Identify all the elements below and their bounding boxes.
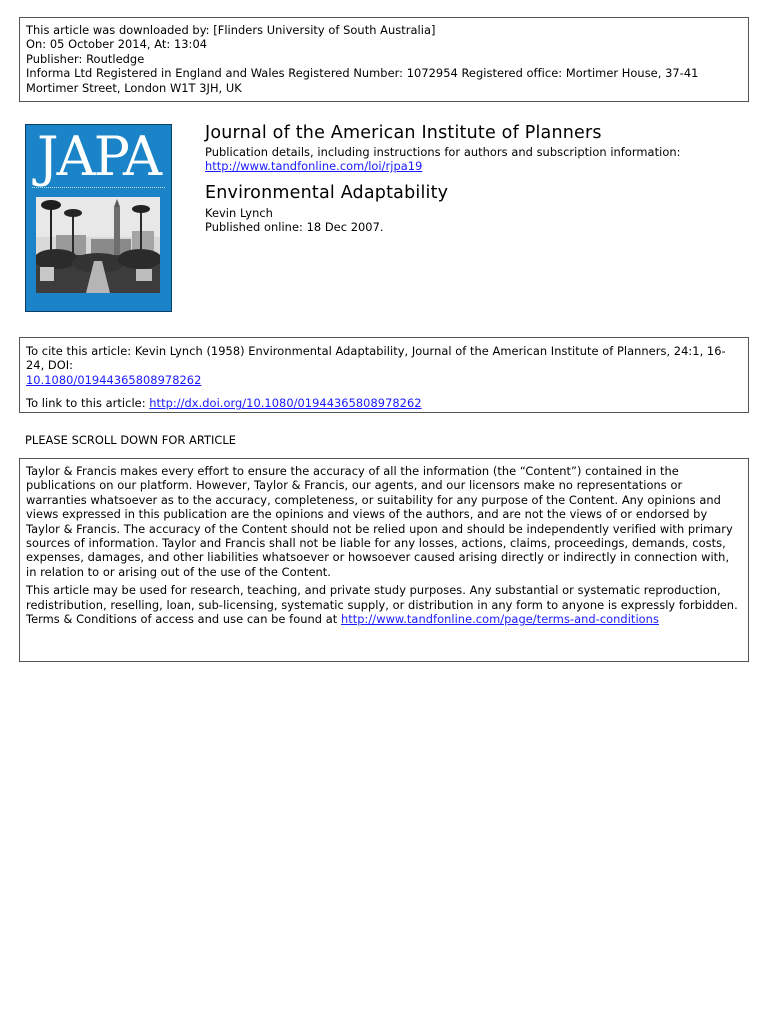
- cover-photo-illustration: [36, 197, 160, 293]
- address-line: Mortimer Street, London W1T 3JH, UK: [26, 80, 242, 95]
- disclaimer-box: [19, 458, 749, 662]
- journal-title: Journal of the American Institute of Planners: [205, 123, 602, 143]
- link-to-article-label: To link to this article:: [26, 396, 150, 411]
- citation-box: [19, 337, 749, 413]
- article-author: Kevin Lynch: [205, 206, 273, 220]
- terms-and-conditions-link[interactable]: http://www.tandfonline.com/page/terms-and-conditions: [340, 612, 659, 627]
- registration-line: Informa Ltd Registered in England and Wales Registered Number: 1072954 Registered office: Mortimer House, 37-41: [26, 66, 699, 81]
- article-meta: [205, 206, 384, 235]
- article-title: Environmental Adaptability: [205, 183, 449, 203]
- download-notice-box: [19, 17, 749, 102]
- scroll-down-notice: PLEASE SCROLL DOWN FOR ARTICLE: [25, 433, 237, 447]
- cover-title: JAPA: [36, 125, 161, 188]
- download-source-line: This article was downloaded by: [Flinders University of South Australia]: [26, 23, 436, 37]
- publication-details: [205, 145, 681, 174]
- cover-subtitle-rule: [32, 187, 165, 191]
- publication-details-text: Publication details, including instructions for authors and subscription information:: [205, 145, 681, 159]
- link-to-article-line: [26, 396, 742, 410]
- article-doi-url-link[interactable]: http://dx.doi.org/10.1080/01944365808978262: [149, 396, 422, 411]
- citation-text: To cite this article: Kevin Lynch (1958) Environmental Adaptability, Journal of the American Institute of Planners, 24:1, 16-24, DOI:: [26, 344, 726, 373]
- publisher-line: Publisher: Routledge: [26, 51, 145, 66]
- journal-url-link[interactable]: http://www.tandfonline.com/loi/rjpa19: [205, 159, 423, 174]
- download-date-line: On: 05 October 2014, At: 13:04: [26, 37, 208, 52]
- journal-cover-image: [25, 124, 172, 312]
- disclaimer-paragraph-2-text: This article may be used for research, teaching, and private study purposes. Any substantial or systematic reproduction, redistribution, reselling, loan, sub-licensing, systematic supply, or distribution in any form to anyone is expressly forbidden. Terms & Conditions of access and use can be found at: [26, 583, 738, 627]
- disclaimer-paragraph-1: Taylor & Francis makes every effort to ensure the accuracy of all the information (the “Content”) contained in the publications on our platform. However, Taylor & Francis, our agents, and our licensors make no representations or warranties whatsoever as to the accuracy, completeness, or suitability for any purpose of the Content. Any opinions and views expressed in this publication are the opinions and views of the authors, and are not the views of or endorsed by Taylor & Francis. The accuracy of the Content should not be relied upon and should be independently verified with primary sources of information. Taylor and Francis shall not be liable for any losses, actions, claims, proceedings, demands, costs, expenses, damages, and other liabilities whatsoever or howsoever caused arising directly or indirectly in connection with, in relation to or arising out of the use of the Content.: [26, 464, 733, 579]
- doi-link[interactable]: 10.1080/01944365808978262: [26, 372, 202, 387]
- disclaimer-paragraph-2: [26, 583, 742, 626]
- article-published-date: Published online: 18 Dec 2007.: [205, 220, 384, 235]
